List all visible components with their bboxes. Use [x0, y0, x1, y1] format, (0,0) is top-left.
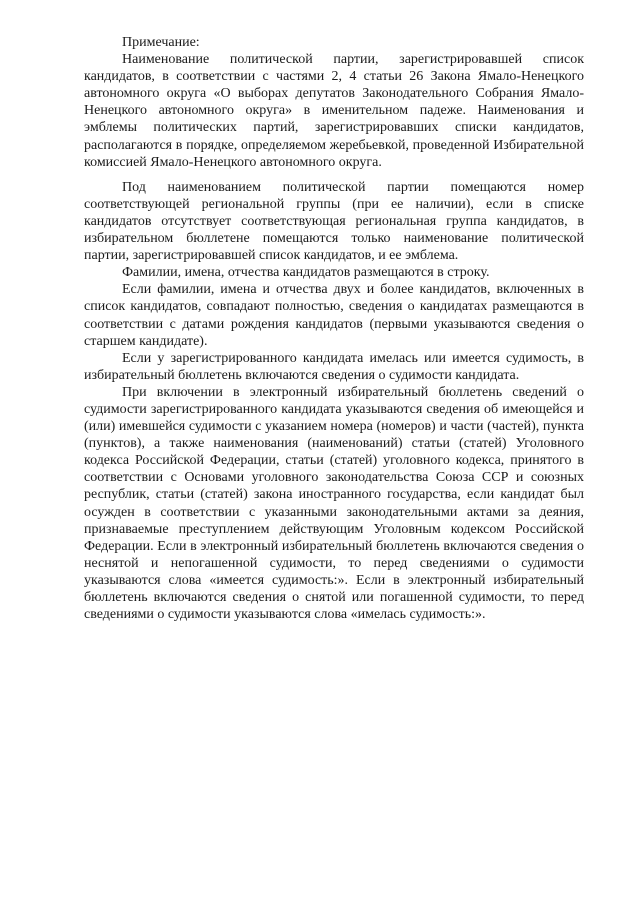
document-page: [84, 34, 584, 623]
paragraph-candidate-names: Фамилии, имена, отчества кандидатов размещаются в строку.: [122, 265, 490, 281]
paragraph-electronic-ballot: При включении в электронный избирательный бюллетень сведений о судимости зарегистрированного кандидата указываются сведения об имеющейся и (или) имевшейся судимости с указанием номера (номеров) и части (частей), пункта (пунктов), а также наименования (наименований) статьи (статей) Уголовного кодекса Российской Федерации, статьи (статей) уголовного кодекса, принятого в соответствии с Основами уголовного законодательства Союза ССР и союзных республик, статьи (статей) закона иностранного государства, если кандидат был осужден в соответствии с указанными законодательными актами за деяния, признаваемые преступлением действующим Уголовным кодексом Российской Федерации. Если в электронный избирательный бюллетень включаются сведения о неснятой и непогашенной судимости, то перед сведениями о судимости указываются слова «имеется судимость:». Если в электронный избирательный бюллетень включаются сведения о снятой или погашенной судимости, то перед сведениями о судимости указываются слова «имелась судимость:».: [84, 384, 584, 623]
note-heading: Примечание:: [122, 35, 200, 50]
paragraph-regional-group: Под наименованием политической партии помещаются номер соответствующей региональной группы (при ее наличии), если в списке кандидатов отсутствует соответствующая региональная группа кандидатов, в избирательном бюллетене помещаются только наименование политической партии, зарегистрировавшей список кандидатов, и ее эмблема.: [84, 179, 584, 264]
paragraph-criminal-record: Если у зарегистрированного кандидата имелась или имеется судимость, в избирательный бюллетень включаются сведения о судимости кандидата.: [84, 350, 584, 383]
paragraph-party-name: Наименование политической партии, зарегистрировавшей список кандидатов, в соответствии с частями 2, 4 статьи 26 Закона Ямало-Ненецкого автономного округа «О выборах депутатов Законодательного Собрания Ямало-Ненецкого автономного округа» в именительном падеже. Наименования и эмблемы политических партий, зарегистрировавших списки кандидатов, располагаются в порядке, определяемом жеребьевкой, проведенной Избирательной комиссией Ямало-Ненецкого автономного округа.: [84, 52, 584, 170]
paragraph-matching-names: Если фамилии, имена и отчества двух и более кандидатов, включенных в список кандидатов, совпадают полностью, сведения о кандидатах размещаются в соответствии с датами рождения кандидатов (первыми указываются сведения о старшем кандидате).: [84, 282, 584, 349]
